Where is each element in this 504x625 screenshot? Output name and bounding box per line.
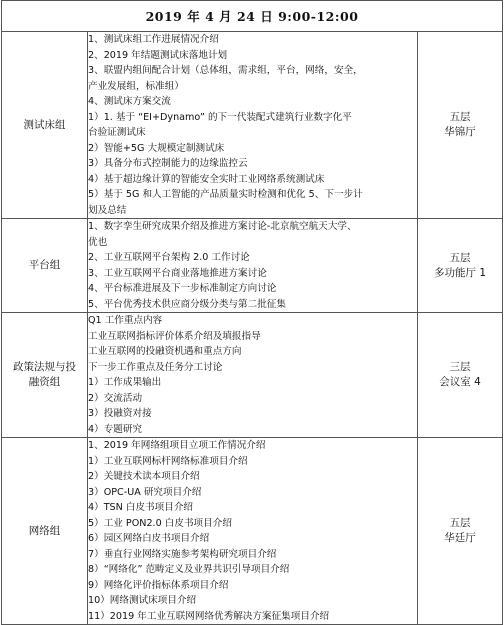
agenda-item: 1、数字孪生研究成果介绍及推进方案讨论-北京航空航天大学、 <box>88 221 357 232</box>
agenda-item: 4）基于超边缘计算的智能安全实时工业网络系统测试床 <box>88 173 325 185</box>
group-name-line-1: 政策法规与投 <box>13 361 76 373</box>
agenda-item: 1）工作成果输出 <box>88 377 162 388</box>
agenda-item: 1）工业互联网标杆网络标准项目介绍 <box>88 455 248 467</box>
table-row <box>2 438 503 625</box>
agenda-item: 9）网络化评价指标体系项目介绍 <box>88 579 229 591</box>
venue-room: 多功能厅 1 <box>433 266 487 279</box>
table-row <box>2 32 503 219</box>
agenda-item: 下一步工作重点及任务分工讨论 <box>88 361 223 373</box>
table-row <box>2 313 503 438</box>
agenda-item: 3、工业互联网平台商业落地推进方案讨论 <box>88 267 267 279</box>
agenda-item: 4、平台标准进展及下一步标准制定方向讨论 <box>88 283 277 294</box>
agenda-item: 2、工业互联网平台架构 2.0 工作讨论 <box>88 252 250 263</box>
agenda-item: 10）网络测试床项目介绍 <box>88 595 197 606</box>
venue-floor: 五层 <box>449 251 471 264</box>
agenda-items-cell <box>88 32 418 219</box>
venue-floor: 五层 <box>449 111 471 123</box>
venue-room: 会议室 4 <box>439 376 481 388</box>
agenda-item: 5）工业 PON2.0 白皮书项目介绍 <box>88 517 232 529</box>
agenda-items-cell <box>88 438 418 625</box>
agenda-item: 优也 <box>88 236 108 248</box>
group-name: 网络组 <box>28 524 61 537</box>
agenda-items-cell <box>88 219 418 313</box>
agenda-item: 台验证测试床 <box>88 127 146 138</box>
agenda-item: 8）“网络化” 范畴定义及业界共识引导项目介绍 <box>88 564 290 575</box>
agenda-title: 2019 年 4 月 24 日 9:00-12:00 <box>2 1 503 32</box>
agenda-item: 产业发展组，标准组） <box>88 80 184 92</box>
agenda-item: 工业互联网指标评价体系介绍及填报指导 <box>88 330 261 342</box>
agenda-item: 4）专题研究 <box>88 423 143 435</box>
group-name: 测试床组 <box>23 118 66 131</box>
agenda-item: Q1 工作重点内容 <box>88 315 163 326</box>
agenda-item: 3）OPC-UA 研究项目介绍 <box>88 486 202 498</box>
agenda-item: 工业互联网的投融资机遇和重点方向 <box>88 346 242 357</box>
agenda-item: 7）垂直行业网络实施参考架构研究项目介绍 <box>88 548 277 560</box>
venue-cell <box>418 32 503 219</box>
agenda-item: 11）2019 年工业互联网网络优秀解决方案征集项目介绍 <box>88 610 330 622</box>
venue-floor: 三层 <box>449 361 471 373</box>
agenda-item: 2）智能+5G 大规模定制测试床 <box>88 142 225 154</box>
agenda-item: 3、联盟内组间配合计划（总体组，需求组，平台，网络，安全， <box>88 65 363 76</box>
group-name-cell <box>2 219 88 313</box>
agenda-item: 2、2019 年结题测试床落地计划 <box>88 49 228 61</box>
agenda-item: 2）交流活动 <box>88 392 143 404</box>
group-name-cell <box>2 438 88 625</box>
venue-cell <box>418 438 503 625</box>
venue-room: 华锦厅 <box>444 126 476 138</box>
group-name-line-2: 融资组 <box>28 376 61 388</box>
agenda-item: 1）1. 基于 “EI+Dynamo” 的下一代装配式建筑行业数字化平 <box>88 111 352 123</box>
table-row <box>2 219 503 313</box>
venue-cell <box>418 219 503 313</box>
agenda-item: 6）园区网络白皮书项目介绍 <box>88 533 210 544</box>
venue-cell <box>418 313 503 438</box>
venue-room: 华廷厅 <box>444 532 476 544</box>
venue-floor: 五层 <box>449 517 471 529</box>
agenda-item: 5、平台优秀技术供应商分级分类与第二批征集 <box>88 298 286 310</box>
group-name: 平台组 <box>28 259 61 271</box>
agenda-item: 4）TSN 白皮书项目介绍 <box>88 502 194 513</box>
agenda-table <box>1 0 503 625</box>
agenda-item: 1、2019 年网络组项目立项工作情况介绍 <box>88 440 266 451</box>
group-name-cell <box>2 313 88 438</box>
agenda-item: 4、测试床方案交流 <box>88 96 171 107</box>
agenda-item: 5）基于 5G 和人工智能的产品质量实时检测和优化 5、下一步计 <box>88 189 363 200</box>
agenda-item: 3）投融资对接 <box>88 408 152 419</box>
agenda-items-cell <box>88 313 418 438</box>
agenda-item: 划及总结 <box>88 204 127 216</box>
agenda-item: 2）关键技术读本项目介绍 <box>88 471 200 482</box>
agenda-item: 3）具备分布式控制能力的边缘监控云 <box>88 158 248 169</box>
agenda-item: 1、测试床组工作进展情况介绍 <box>88 34 219 45</box>
title-row <box>2 1 503 32</box>
group-name-cell <box>2 32 88 219</box>
